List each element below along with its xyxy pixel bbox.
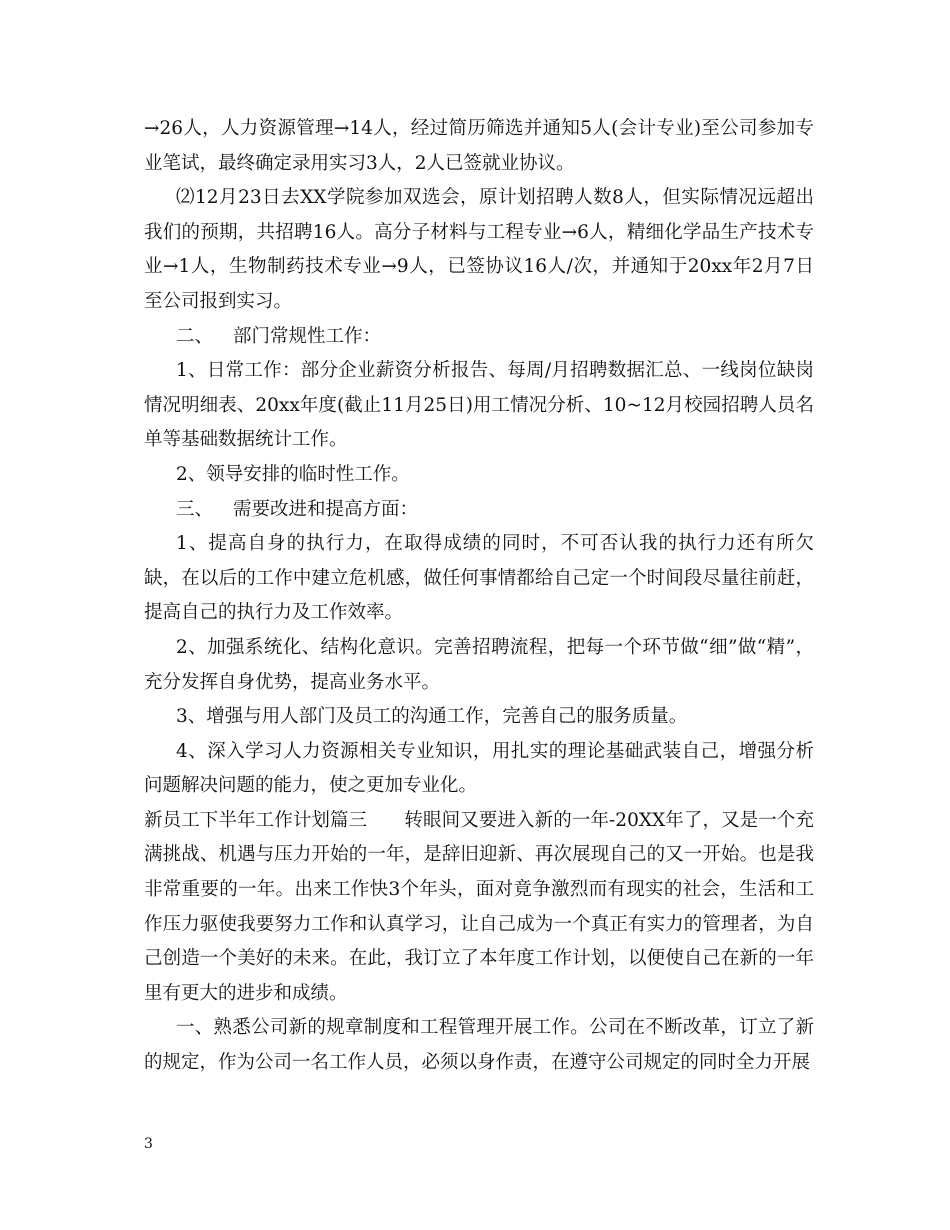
paragraph-communication: 3、增强与用人部门及员工的沟通工作，完善自己的服务质量。 <box>176 706 688 728</box>
section-number: 三、 <box>176 498 214 520</box>
paragraph-study: 4、深入学习人力资源相关专业知识，用扎实的理论基础武装自己，增强分析问题解决问题的能力，使之更加专业化。 <box>144 740 814 797</box>
section-title: 部门常规性工作： <box>233 325 382 347</box>
section-number: 二、 <box>176 325 214 347</box>
page-number: 3 <box>144 1136 153 1152</box>
paragraph-company-rules: 一、熟悉公司新的规章制度和工程管理开展工作。公司在不断改革，订立了新的规定，作为公司一名工作人员，必须以身作责，在遵守公司规定的同时全力开展 <box>144 1017 814 1074</box>
paragraph-work-plan-part-three: 新员工下半年工作计划篇三 转眼间又要进入新的一年-20XX年了，又是一个充满挑战、机遇与压力开始的一年，是辞旧迎新、再次展现自己的又一开始。也是我非常重要的一年。出来工作快3个年头，面对竟争激烈而有现实的社会，生活和工作压力驱使我要努力工作和认真学习，让自己成为一个真正有实力的管理者，为自己创造一个美好的未来。在此，我订立了本年度工作计划，以便使自己在新的一年里有更大的进步和成绩。 <box>144 809 814 1004</box>
paragraph-execution: 1、提高自身的执行力，在取得成绩的同时，不可否认我的执行力还有所欠缺，在以后的工作中建立危机感，做任何事情都给自己定一个时间段尽量往前赶，提高自己的执行力及工作效率。 <box>144 533 814 624</box>
paragraph-daily-work: 1、日常工作：部分企业薪资分析报告、每周/月招聘数据汇总、一线岗位缺岗情况明细表、20xx年度(截止11月25日)用工情况分析、10~12月校园招聘人员名单等基础数据统计工作。 <box>144 360 814 451</box>
document-body <box>144 112 814 1081</box>
paragraph-systematization: 2、加强系统化、结构化意识。完善招聘流程，把每一个环节做“细”做“精”，充分发挥自身优势，提高业务水平。 <box>144 636 814 693</box>
section-heading-routine-work <box>144 320 814 355</box>
section-heading-improvements <box>144 493 814 528</box>
paragraph-campus-recruitment-continued: →26人，人力资源管理→14人，经过简历筛选并通知5人(会计专业)至公司参加专业笔试，最终确定录用实习3人，2人已签就业协议。 <box>144 118 814 174</box>
paragraph-dual-selection-fair: ⑵12月23日去XX学院参加双选会，原计划招聘人数8人，但实际情况远超出我们的预期，共招聘16人。高分子材料与工程专业→6人，精细化学品生产技术专业→1人，生物制药技术专业→9人，已签协议16人/次，并通知于20xx年2月7日至公司报到实习。 <box>144 187 814 312</box>
section-title: 需要改进和提高方面： <box>233 498 419 520</box>
paragraph-temporary-work: 2、领导安排的临时性工作。 <box>176 463 410 485</box>
